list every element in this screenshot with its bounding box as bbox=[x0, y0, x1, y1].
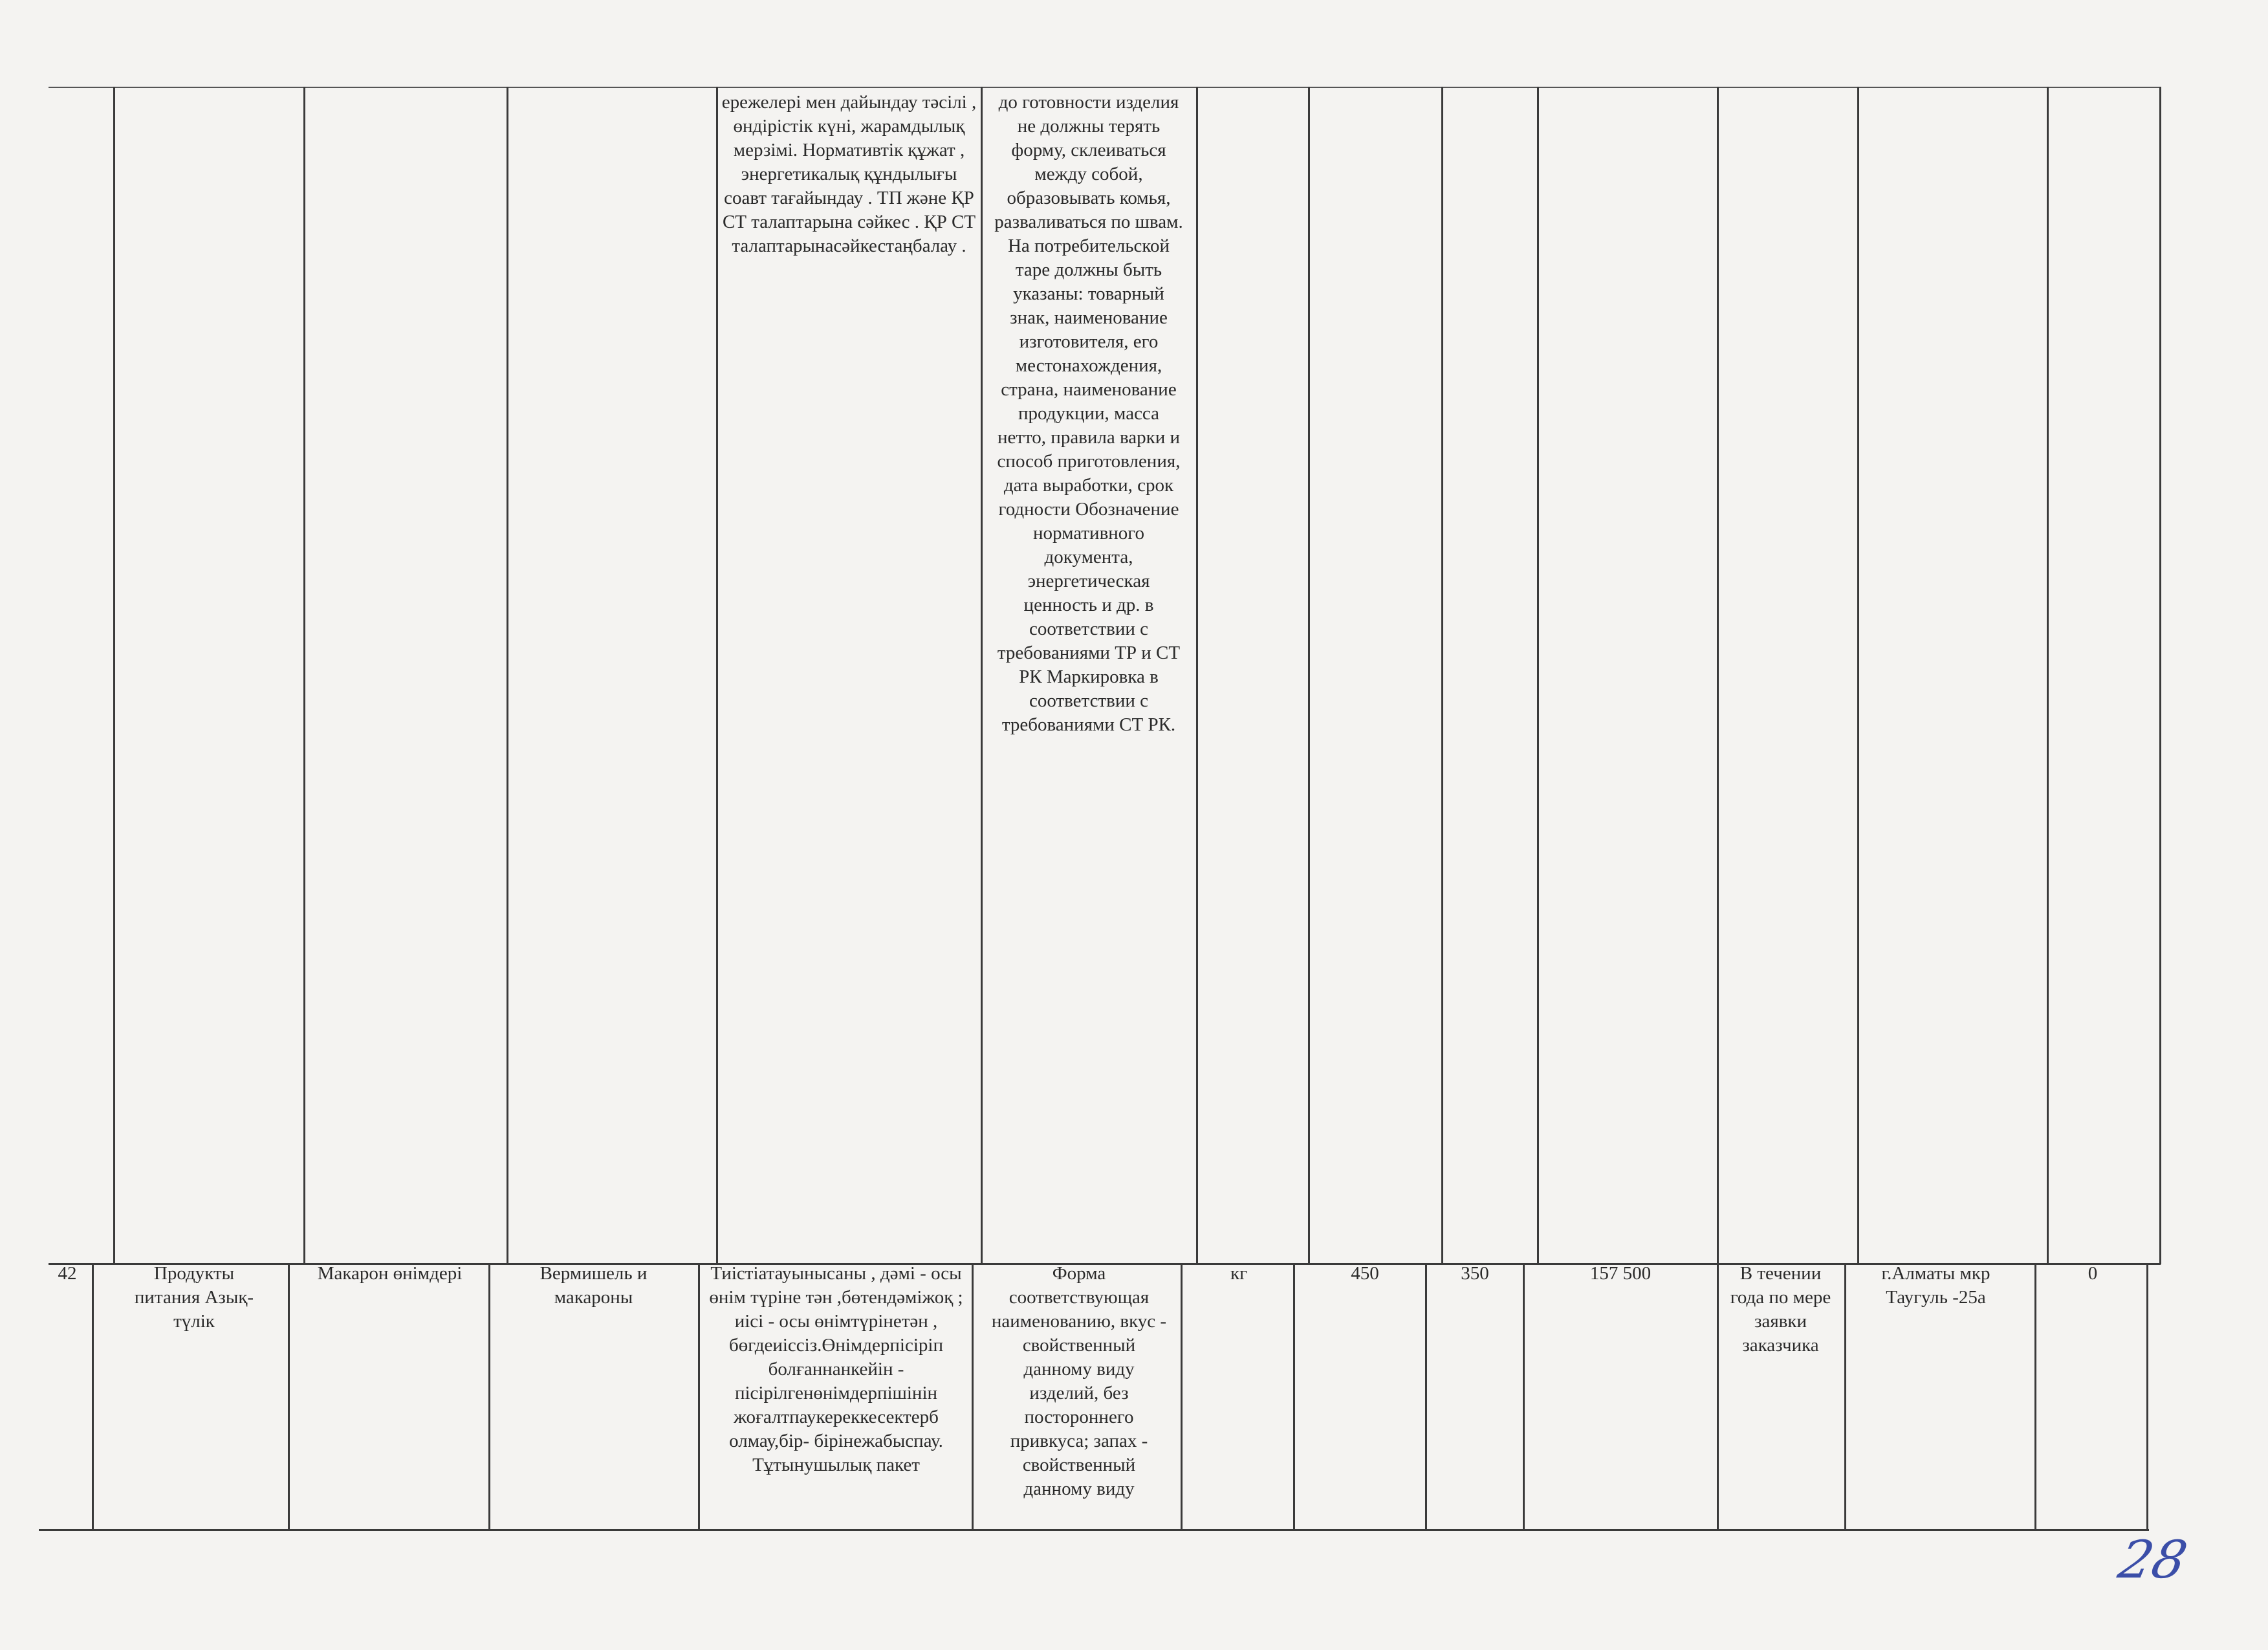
column-line bbox=[698, 1263, 700, 1530]
column-line bbox=[716, 87, 718, 1264]
column-line bbox=[1717, 1263, 1719, 1530]
column-line bbox=[972, 1263, 974, 1530]
column-line bbox=[1441, 87, 1443, 1264]
column-line bbox=[1308, 87, 1310, 1264]
column-line bbox=[2159, 87, 2161, 1264]
column-line bbox=[1523, 1263, 1525, 1530]
handwritten-page-number bbox=[2113, 1527, 2206, 1598]
column-line bbox=[2047, 87, 2049, 1264]
column-line bbox=[2034, 1263, 2036, 1530]
column-line bbox=[507, 87, 508, 1264]
table-top-border bbox=[49, 87, 2161, 88]
requirements-kz-cell: Тиістіатауынысаны , дәмі - осы өнім түріне тән ,бөтендәміжоқ ; иісі - осы өнімтүрінетән , бөгдеиіссіз.Өнімдерпісіріп болғаннанкейін - пісірілгенөнімдерпішінін жоғалтпаукереккесектерб олмау,бір- бірінежабыспау. Тұтынушылық пакет bbox=[709, 1263, 963, 1475]
category-cell: Продукты питания Азық-түлік bbox=[134, 1263, 254, 1332]
column-line bbox=[981, 87, 983, 1264]
column-line bbox=[2146, 1263, 2148, 1530]
page-number-text: 28 bbox=[2113, 1530, 2192, 1590]
sum-cell: 157 500 bbox=[1589, 1263, 1652, 1284]
delivery-place-cell: г.Алматы мкр Таугуль -25а bbox=[1881, 1263, 1990, 1308]
quantity-cell: 450 bbox=[1351, 1263, 1379, 1284]
requirements-ru-cell bbox=[989, 91, 1188, 737]
column-line bbox=[1857, 87, 1859, 1264]
requirements-kz-cell bbox=[717, 91, 981, 258]
name-ru-cell: Вермишель и макароны bbox=[540, 1263, 648, 1308]
column-line bbox=[1717, 87, 1719, 1264]
column-line bbox=[1537, 87, 1539, 1264]
table-bottom-border bbox=[39, 1529, 2149, 1531]
requirements-kz-text: ережелері мен дайындау тәсілі , өндірістік күні, жарамдылық мерзімі. Нормативтік құжат , энергетикалық құндылығы соавт тағайындау . ТП және ҚР СТ талаптарына сәйкес . ҚР СТ талаптарынасәйкестаңбалау . bbox=[721, 92, 977, 256]
requirements-ru-text: до готовности изделия не должны терять форму, склеиваться между собой, образовывать комья, разваливаться по швам. На потребительской таре должны быть указаны: товарный знак, наименование изготовителя, его местонахождения, страна, наименование продукции, масса нетто, правила варки и способ приготовления, дата выработки, срок годности Обозначение нормативного документа, энергетическая ценность и др. в соответствии с требованиями ТР и СТ РК Маркировка в соответствии с требованиями СТ РК. bbox=[994, 92, 1183, 735]
column-line bbox=[288, 1263, 290, 1530]
advance-cell: 0 bbox=[2088, 1263, 2098, 1284]
unit-cell: кг bbox=[1230, 1263, 1247, 1284]
requirements-ru-cell: Форма соответствующая наименованию, вкус - свойственный данному виду изделий, без постороннего привкуса; запах - свойственный данному виду bbox=[991, 1263, 1167, 1499]
column-line bbox=[303, 87, 305, 1264]
delivery-term-cell: В течении года по мере заявки заказчика bbox=[1730, 1263, 1831, 1356]
column-line bbox=[1196, 87, 1198, 1264]
column-line bbox=[488, 1263, 490, 1530]
column-line bbox=[1844, 1263, 1846, 1530]
price-cell: 350 bbox=[1461, 1263, 1489, 1284]
column-line bbox=[1293, 1263, 1295, 1530]
column-line bbox=[92, 1263, 94, 1530]
column-line bbox=[1425, 1263, 1427, 1530]
column-line bbox=[113, 87, 115, 1264]
column-line bbox=[1181, 1263, 1183, 1530]
name-kz-cell: Макарон өнімдері bbox=[317, 1263, 463, 1284]
row-number: 42 bbox=[58, 1263, 77, 1284]
